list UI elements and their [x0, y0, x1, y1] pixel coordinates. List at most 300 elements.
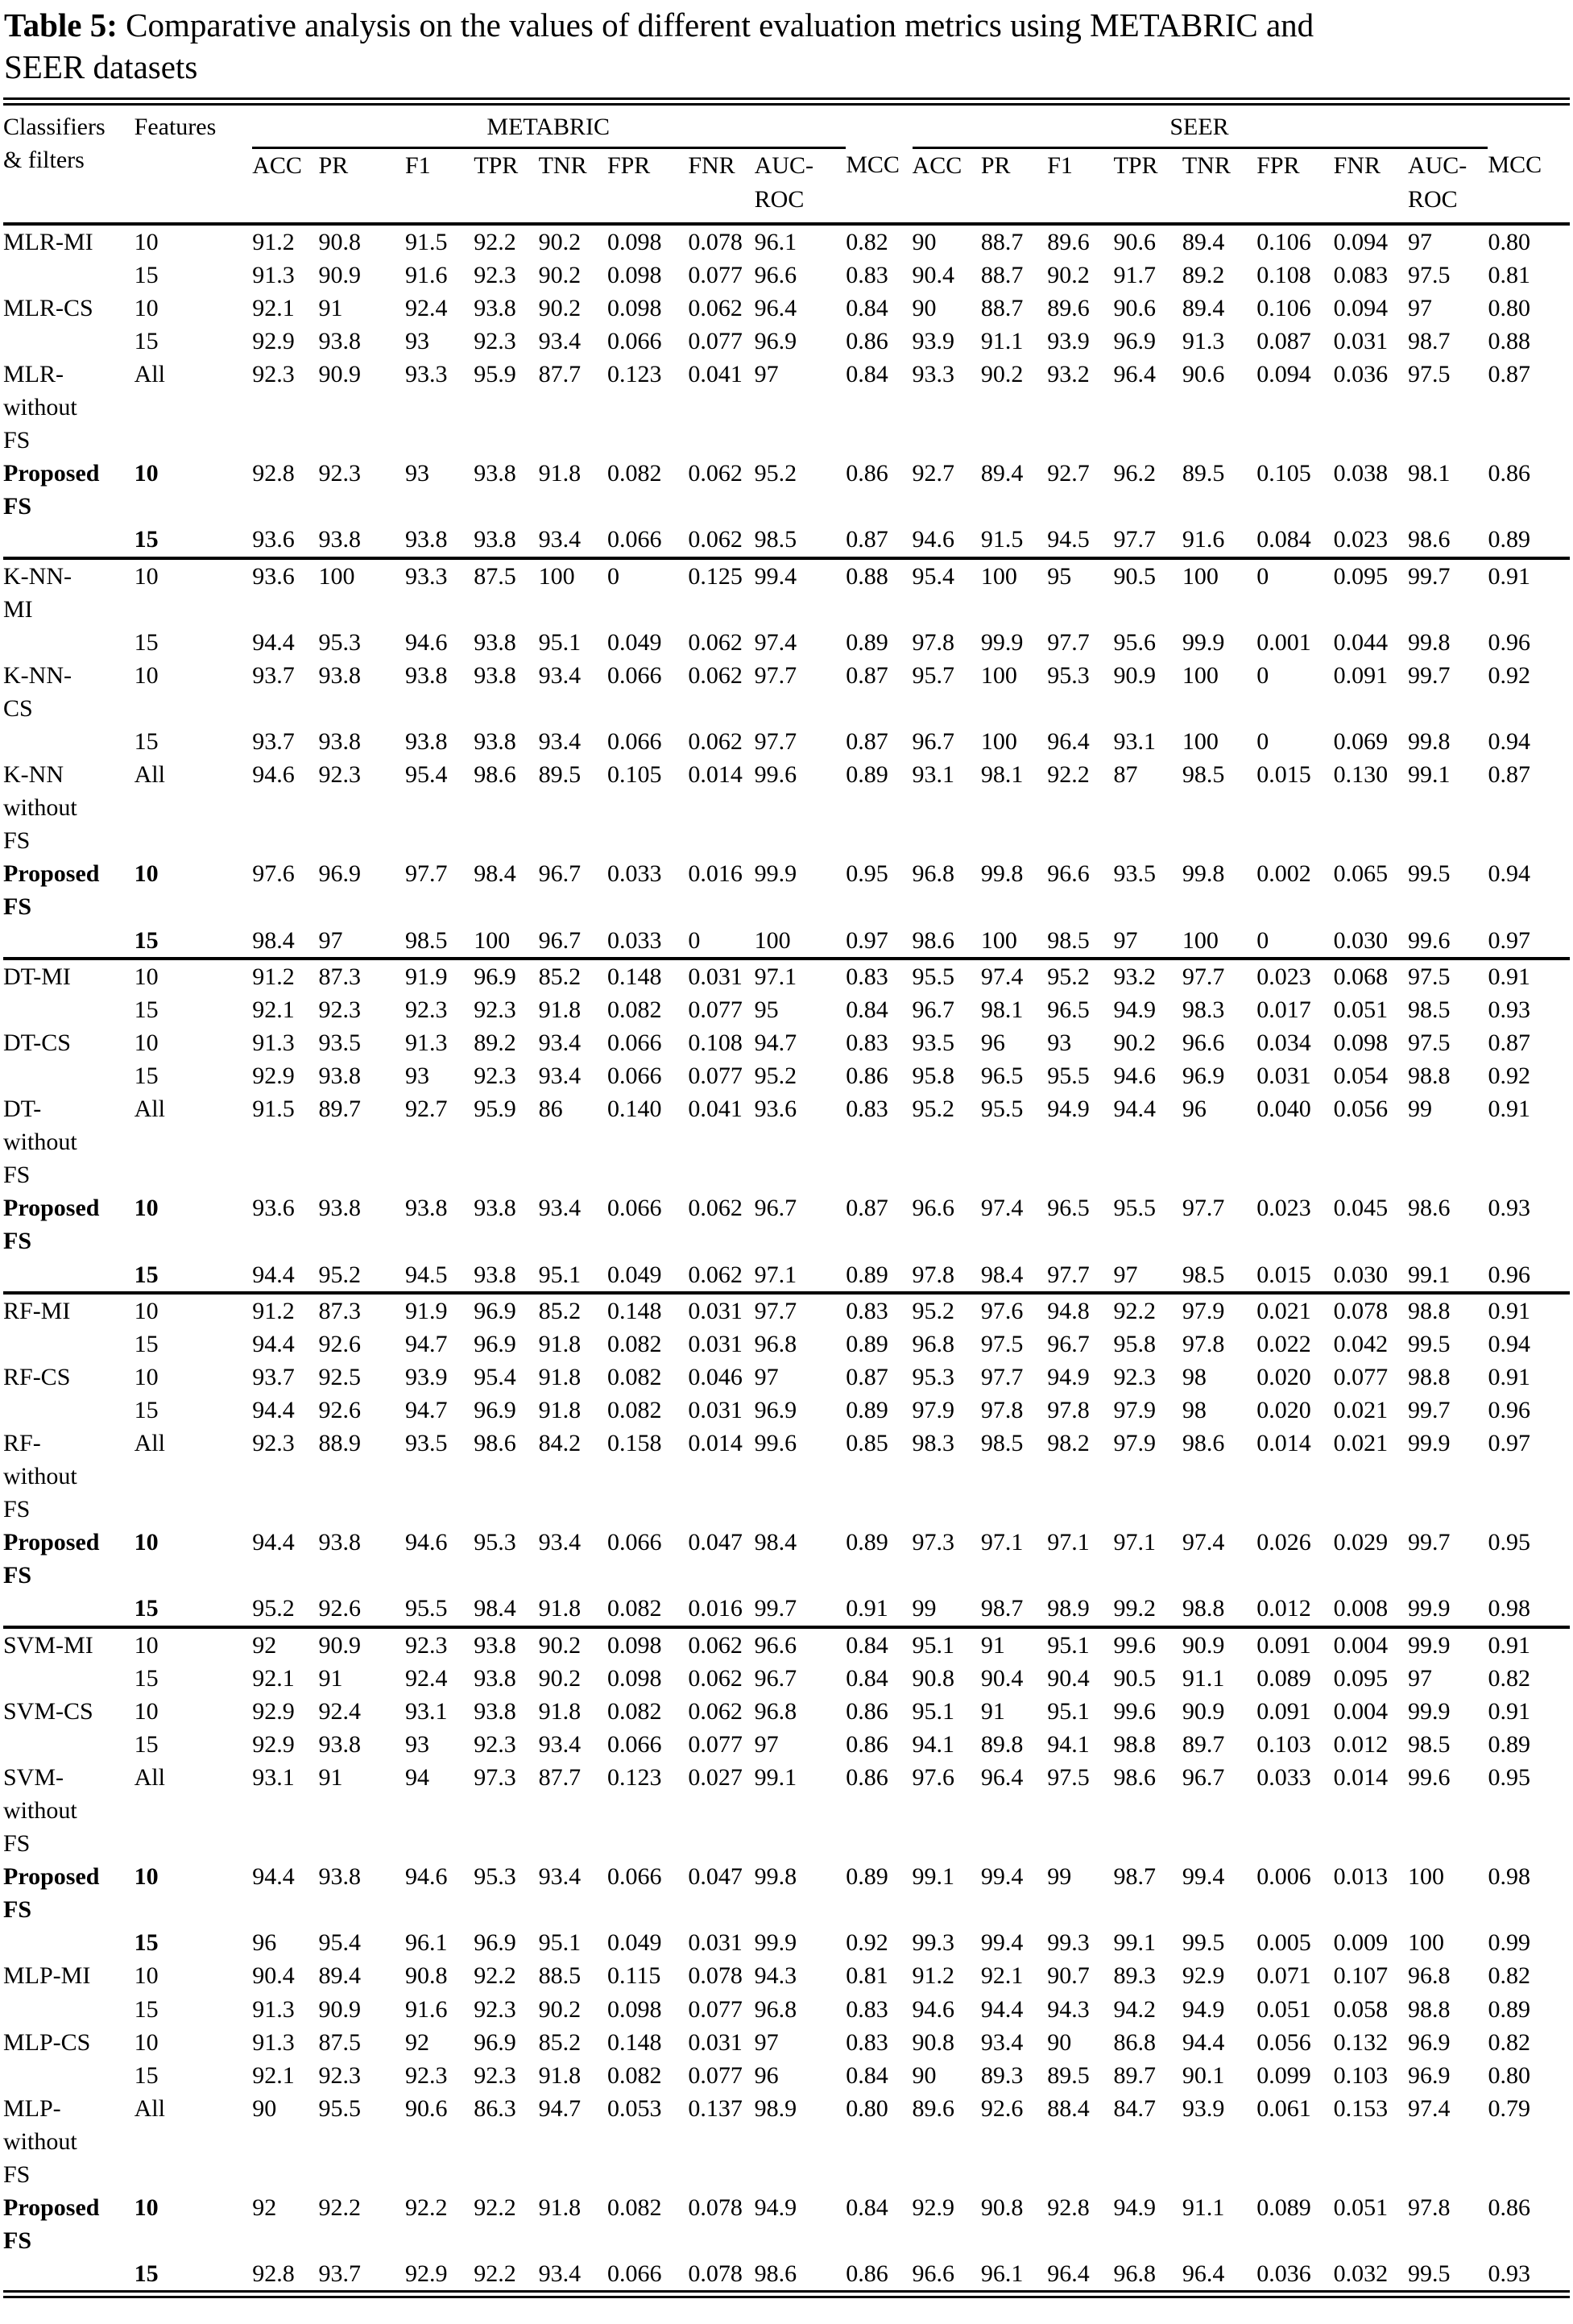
metric-value: 96.9: [474, 1330, 516, 1357]
metric-value: 92.3: [405, 1627, 474, 1662]
metric-value: 92.3: [474, 996, 516, 1023]
metric-value: 93.6: [252, 526, 295, 553]
classifier-label: MLR-CS: [3, 294, 93, 321]
metric-value: 0.033: [1256, 1763, 1311, 1791]
metric-value: 0.066: [606, 526, 662, 553]
metric-value: 95.2: [754, 1062, 797, 1089]
metric-value: 0.015: [1256, 761, 1311, 789]
classifier-label: [3, 2059, 135, 2092]
metric-value: 96.1: [980, 2260, 1024, 2288]
metric-value: 93.8: [474, 1261, 516, 1288]
metric-value: 89.7: [318, 1096, 362, 1123]
metric-value: 0.84: [846, 360, 888, 387]
metric-value: 0.062: [688, 1261, 743, 1288]
metric-value: 100: [1182, 926, 1219, 954]
metric-value: 0.123: [606, 1763, 662, 1791]
classifier-label: [3, 1059, 135, 1092]
metric-value: 89.7: [1113, 2061, 1157, 2089]
metric-value: 98.5: [1047, 926, 1090, 954]
metric-value: 0.89: [846, 1330, 888, 1357]
metric-value: 90.8: [912, 2028, 955, 2056]
features-value: 15: [134, 1261, 159, 1288]
metric-value: 0.89: [1488, 526, 1530, 553]
metric-value: 0.80: [1488, 2061, 1530, 2089]
metric-value: 97.5: [980, 1330, 1024, 1357]
metric-value: 93.8: [318, 1863, 362, 1891]
metric-value: 97: [754, 360, 779, 387]
metric-value: 0.86: [846, 2260, 888, 2288]
metric-value: 97.5: [1408, 959, 1488, 993]
metric-value: 0.016: [688, 1595, 743, 1622]
metrics-table: [3, 97, 1570, 2298]
metric-value: 96.8: [754, 1995, 797, 2023]
metric-value: 93.5: [404, 1429, 448, 1456]
metric-value: 0.97: [1488, 926, 1530, 954]
metric-value: 92.8: [252, 460, 295, 487]
metric-value: 0.098: [606, 294, 662, 321]
metric-value: 95.3: [912, 1363, 955, 1390]
metric-value: 0.84: [846, 2194, 888, 2222]
metric-value: 100: [1407, 1863, 1444, 1891]
metric-value: 99.8: [1407, 728, 1451, 755]
metric-value: 92.3: [1113, 1363, 1157, 1390]
metric-value: 90.4: [912, 261, 955, 288]
metric-value: 94.4: [980, 1995, 1024, 2023]
metric-value: 0.068: [1334, 959, 1408, 993]
metric-value: 96.6: [912, 2260, 955, 2288]
metric-value: 93.8: [404, 661, 448, 689]
metric-value: 95.5: [913, 959, 981, 993]
features-value: 10: [134, 294, 159, 321]
metric-value: 97.9: [1182, 1293, 1256, 1328]
table-row: [3, 1394, 1570, 1427]
metric-value: 92.1: [252, 294, 295, 321]
metric-value: 0.91: [846, 1595, 888, 1622]
classifier-label: [3, 1394, 135, 1427]
metric-value: 96.7: [754, 1195, 797, 1222]
metric-value: 91: [981, 1627, 1047, 1662]
metric-value: 0.091: [1256, 1627, 1333, 1662]
metric-value: 0.83: [846, 261, 888, 288]
metric-value: 92.6: [318, 1330, 362, 1357]
metric-value: 97.5: [1047, 1763, 1090, 1791]
classifier-label: [3, 1662, 135, 1695]
metric-value: 0.083: [1333, 261, 1389, 288]
metric-value: 97.1: [755, 959, 847, 993]
metabric-metric-header-fnr: FNR: [688, 148, 754, 224]
metric-value: 91.8: [538, 2194, 582, 2222]
metric-value: 0.098: [1333, 1029, 1389, 1056]
classifier-label: MLP-MI: [3, 1962, 91, 1990]
metric-value: 92.9: [252, 1697, 295, 1725]
metric-value: 93.4: [538, 728, 582, 755]
table-caption: [4, 5, 1559, 88]
metric-value: 0.066: [606, 1029, 662, 1056]
metric-value: 90.6: [404, 2094, 448, 2122]
metric-value: 90.6: [1113, 228, 1157, 255]
metric-value: 96: [754, 2061, 779, 2089]
metric-value: 0.091: [1333, 661, 1389, 689]
seer-group-header: SEER: [913, 101, 1488, 148]
table-row: [3, 758, 1570, 857]
classifier-label: [3, 924, 135, 959]
classifier-label: Proposed FS: [3, 2194, 100, 2255]
metric-value: 0.062: [688, 661, 743, 689]
features-value: 10: [134, 1697, 159, 1725]
metric-value: 0.91: [1488, 558, 1570, 626]
metric-value: 0.006: [1256, 1863, 1311, 1891]
features-value: 15: [134, 1730, 159, 1758]
metric-value: 0.80: [1488, 294, 1530, 321]
metric-value: 95.1: [1047, 1697, 1090, 1725]
metric-value: 97.9: [1113, 1429, 1157, 1456]
metric-value: 0.95: [1488, 1529, 1530, 1556]
metric-value: 0.098: [606, 228, 662, 255]
metric-value: 0.031: [688, 1293, 754, 1328]
metric-value: 99: [1407, 1096, 1432, 1123]
metric-value: 98.4: [474, 860, 516, 888]
metric-value: 0: [1256, 558, 1333, 626]
metric-value: 0.082: [606, 2194, 662, 2222]
metric-value: 97.6: [252, 860, 295, 888]
metric-value: 96.1: [404, 1929, 448, 1957]
features-value: All: [134, 1763, 165, 1791]
metric-value: 0.81: [846, 1962, 888, 1990]
metric-value: 93.5: [1113, 860, 1157, 888]
metric-value: 0.115: [606, 1962, 661, 1990]
metric-value: 86: [538, 1096, 563, 1123]
metric-value: 95: [1047, 558, 1113, 626]
table-row: [3, 523, 1570, 557]
table-row: [3, 292, 1570, 325]
metric-value: 94.4: [252, 1396, 295, 1423]
metric-value: 99.8: [754, 1863, 797, 1891]
metric-value: 0.95: [1488, 1763, 1530, 1791]
metric-value: 0.066: [606, 1730, 662, 1758]
metric-value: 96.7: [1047, 1330, 1090, 1357]
metric-value: 96.4: [1113, 360, 1157, 387]
metric-value: 92.2: [474, 2260, 516, 2288]
metric-value: 0.89: [846, 1529, 888, 1556]
metric-value: 97.5: [1407, 1029, 1451, 1056]
metric-value: 0.030: [1333, 1261, 1389, 1288]
metric-value: 96.9: [474, 2028, 516, 2056]
metric-value: 0.98: [1488, 1863, 1530, 1891]
metric-value: 0.87: [846, 1363, 888, 1390]
metric-value: 92.9: [404, 2260, 448, 2288]
features-value: 15: [134, 1595, 159, 1622]
features-value: 15: [134, 526, 159, 553]
seer-metric-header-tnr: TNR: [1182, 148, 1256, 224]
metric-value: 95.4: [318, 1929, 362, 1957]
metric-value: 0.001: [1256, 628, 1311, 656]
metric-value: 99.7: [754, 1595, 797, 1622]
metric-value: 98: [1182, 1363, 1207, 1390]
metric-value: 100: [980, 926, 1017, 954]
classifier-label: [3, 1592, 135, 1626]
metric-value: 97: [1407, 1664, 1432, 1692]
classifier-label: RF-CS: [3, 1363, 71, 1390]
metric-value: 0.89: [846, 761, 888, 789]
features-value: 15: [134, 1062, 159, 1089]
metric-value: 0.148: [606, 2028, 662, 2056]
metric-value: 97: [754, 1363, 779, 1390]
metric-value: 95: [754, 996, 779, 1023]
metabric-metric-header-fpr: FPR: [607, 148, 688, 224]
metric-value: 94.9: [1047, 1096, 1090, 1123]
table-row: [3, 924, 1570, 959]
metric-value: 0.123: [606, 360, 662, 387]
metric-value: 0.004: [1333, 1697, 1389, 1725]
features-value: 15: [134, 2061, 159, 2089]
table-row: [3, 959, 1570, 993]
metric-value: 0.099: [1256, 2061, 1311, 2089]
metric-value: 97.4: [754, 628, 797, 656]
metric-value: 0.038: [1333, 460, 1389, 487]
group-header-row: [3, 101, 1570, 148]
metric-value: 0.83: [846, 1995, 888, 2023]
metric-value: 94.4: [252, 1261, 295, 1288]
metric-value: 93: [404, 460, 429, 487]
metric-value: 0.066: [606, 1863, 662, 1891]
metric-value: 98.2: [1047, 1429, 1090, 1456]
features-value: 10: [135, 558, 253, 626]
metric-value: 96.4: [980, 1763, 1024, 1791]
metric-value: 91.3: [252, 1029, 295, 1056]
metric-value: 90.2: [538, 294, 582, 321]
metric-value: 91.8: [538, 1396, 582, 1423]
metric-value: 0.103: [1256, 1730, 1311, 1758]
metric-value: 90.9: [318, 261, 362, 288]
metric-value: 92.6: [318, 1396, 362, 1423]
metric-value: 98.4: [474, 1595, 516, 1622]
classifier-label: MLR-MI: [3, 228, 93, 255]
metric-value: 0.066: [606, 2260, 662, 2288]
metric-value: 100: [1182, 661, 1219, 689]
metric-value: 0.049: [606, 1261, 662, 1288]
metric-value: 98.6: [1407, 526, 1451, 553]
metric-value: 90.9: [318, 360, 362, 387]
metric-value: 95.3: [474, 1529, 516, 1556]
features-value: 10: [134, 2194, 159, 2222]
metric-value: 96.8: [1407, 1962, 1451, 1990]
group-header-spacer: [846, 101, 912, 148]
metric-value: 90.2: [538, 228, 582, 255]
metric-value: 89.6: [912, 2094, 955, 2122]
classifier-label: [3, 1993, 135, 2026]
metric-value: 90.8: [318, 228, 362, 255]
metric-value: 93.8: [474, 294, 516, 321]
metric-value: 92.3: [318, 2061, 362, 2089]
metric-value: 89.3: [980, 2061, 1024, 2089]
metric-value: 98: [1182, 1396, 1207, 1423]
metric-value: 0.031: [688, 1396, 743, 1423]
metabric-metric-header-mcc: MCC: [846, 148, 912, 224]
metric-value: 94.4: [252, 1529, 295, 1556]
metric-value: 95.3: [474, 1863, 516, 1891]
metric-value: 0.92: [1488, 1062, 1530, 1089]
metric-value: 92.3: [474, 1062, 516, 1089]
metric-value: 0.021: [1256, 1293, 1333, 1328]
metric-value: 91.3: [252, 2028, 295, 2056]
metric-value: 100: [1182, 728, 1219, 755]
metric-value: 92.3: [318, 996, 362, 1023]
metric-value: 92.9: [252, 1730, 295, 1758]
seer-metric-header-pr: PR: [981, 148, 1047, 224]
metric-value: 0.82: [1488, 2028, 1530, 2056]
metric-value: 100: [319, 558, 405, 626]
metric-value: 94.6: [912, 526, 955, 553]
metric-value: 0.125: [688, 558, 754, 626]
metric-value: 93.9: [404, 1363, 448, 1390]
metric-value: 89.5: [538, 761, 582, 789]
metric-value: 91.3: [1182, 327, 1225, 354]
metric-value: 92.1: [252, 1664, 295, 1692]
metric-value: 93.8: [404, 526, 448, 553]
seer-metric-header-f1: F1: [1047, 148, 1113, 224]
metric-value: 93.4: [538, 1029, 582, 1056]
metric-value: 90.2: [980, 360, 1024, 387]
metric-value: 0.93: [1488, 996, 1530, 1023]
metric-value: 94.6: [912, 1995, 955, 2023]
metric-value: 0.044: [1333, 628, 1389, 656]
metric-value: 97.4: [1407, 2094, 1451, 2122]
metric-value: 96: [252, 1929, 277, 1957]
seer-metric-header-acc: ACC: [913, 148, 981, 224]
metric-value: 95.2: [318, 1261, 362, 1288]
metric-value: 98.8: [1182, 1595, 1225, 1622]
metric-value: 92.2: [474, 1962, 516, 1990]
features-value: 15: [134, 1995, 159, 2023]
metric-value: 0.014: [1333, 1763, 1389, 1791]
table-row: [3, 1662, 1570, 1695]
features-value: 15: [134, 1664, 159, 1692]
metric-value: 93.8: [474, 728, 516, 755]
features-value: 10: [134, 2028, 159, 2056]
metric-value: 0.87: [1488, 761, 1530, 789]
metric-value: 0: [1256, 661, 1269, 689]
metric-value: 0.062: [688, 628, 743, 656]
table-row: [3, 1026, 1570, 1059]
metric-value: 95.8: [1113, 1330, 1157, 1357]
classifier-label: DT-MI: [3, 959, 135, 993]
metric-value: 93.9: [912, 327, 955, 354]
metric-value: 0.040: [1256, 1096, 1311, 1123]
metric-value: 0.056: [1333, 1096, 1389, 1123]
metric-value: 99.2: [1113, 1595, 1157, 1622]
metric-value: 91.2: [252, 959, 318, 993]
metric-value: 94.9: [1182, 1995, 1225, 2023]
metric-value: 97.8: [912, 628, 955, 656]
metric-value: 0.93: [1488, 1195, 1530, 1222]
metric-value: 93.2: [1114, 959, 1182, 993]
metric-value: 97.4: [1182, 1529, 1225, 1556]
metric-value: 90.4: [980, 1664, 1024, 1692]
metric-value: 93.1: [404, 1697, 448, 1725]
metric-value: 96.6: [754, 261, 797, 288]
metric-value: 0.069: [1333, 728, 1389, 755]
metric-value: 93.7: [252, 661, 295, 689]
metric-value: 87.7: [538, 1763, 582, 1791]
metric-value: 93.3: [404, 360, 448, 387]
metric-value: 96.7: [1182, 1763, 1225, 1791]
features-value: 15: [134, 261, 159, 288]
metric-value: 96.5: [1047, 996, 1090, 1023]
metric-value: 99.6: [1407, 926, 1451, 954]
metric-value: 0.078: [688, 1962, 743, 1990]
metric-value: 93.8: [318, 1730, 362, 1758]
metric-value: 89.4: [1182, 294, 1225, 321]
metric-value: 90.2: [538, 1995, 582, 2023]
table-row: [3, 993, 1570, 1026]
features-value: 15: [134, 1929, 159, 1957]
metric-value: 96.7: [754, 1664, 797, 1692]
table-row: [3, 2092, 1570, 2191]
table-row: [3, 1959, 1570, 1992]
metric-value: 93.8: [474, 628, 516, 656]
metric-value: 94.3: [754, 1962, 797, 1990]
metric-value: 92.3: [252, 1429, 295, 1456]
classifier-label: MLP-CS: [3, 2028, 91, 2056]
table-row: [3, 2059, 1570, 2092]
metric-value: 0.047: [688, 1529, 743, 1556]
metric-value: 94.7: [404, 1330, 448, 1357]
metric-value: 94.6: [404, 628, 448, 656]
classifier-label: Proposed FS: [3, 860, 100, 921]
metric-value: 0.81: [1488, 261, 1530, 288]
metric-value: 93.7: [252, 728, 295, 755]
metric-value: 99.9: [1407, 1697, 1451, 1725]
metric-value: 0.027: [688, 1763, 743, 1791]
metric-value: 0.051: [1333, 2194, 1389, 2222]
features-value: 15: [134, 1330, 159, 1357]
metric-value: 95.4: [474, 1363, 516, 1390]
metric-value: 0.009: [1333, 1929, 1389, 1957]
classifier-label: K-NN- CS: [3, 661, 72, 722]
metric-value: 94.9: [1113, 2194, 1157, 2222]
metric-value: 0.83: [846, 1293, 912, 1328]
features-value: All: [134, 1096, 165, 1123]
metric-value: 91.5: [980, 526, 1024, 553]
metric-value: 87.5: [474, 558, 538, 626]
metric-value: 0.036: [1256, 2260, 1311, 2288]
metric-value: 0.051: [1333, 996, 1389, 1023]
metric-value: 90.2: [538, 261, 582, 288]
metric-value: 96.8: [754, 1330, 797, 1357]
metric-value: 0.94: [1488, 728, 1530, 755]
metric-value: 100: [1182, 558, 1256, 626]
metabric-group-header: METABRIC: [252, 101, 846, 148]
metric-value: 87.5: [318, 2028, 362, 2056]
metric-value: 99.7: [1407, 661, 1451, 689]
metric-value: 0.077: [688, 1062, 743, 1089]
metric-value: 91: [980, 1697, 1005, 1725]
metric-value: 0.83: [846, 1029, 888, 1056]
seer-metric-header-auc-roc: AUC- ROC: [1408, 148, 1488, 224]
metric-value: 96.9: [754, 1396, 797, 1423]
metric-value: 92.2: [1047, 761, 1090, 789]
metric-value: 0.86: [1488, 460, 1530, 487]
table-row: [3, 558, 1570, 626]
metric-value: 99.4: [980, 1929, 1024, 1957]
features-value: 10: [134, 661, 159, 689]
group-header-spacer: [1488, 101, 1570, 148]
metric-value: 98.5: [754, 526, 797, 553]
metric-value: 93.8: [318, 327, 362, 354]
metric-value: 91: [318, 1664, 343, 1692]
metric-value: 93.4: [538, 1062, 582, 1089]
metric-value: 97.7: [754, 728, 797, 755]
